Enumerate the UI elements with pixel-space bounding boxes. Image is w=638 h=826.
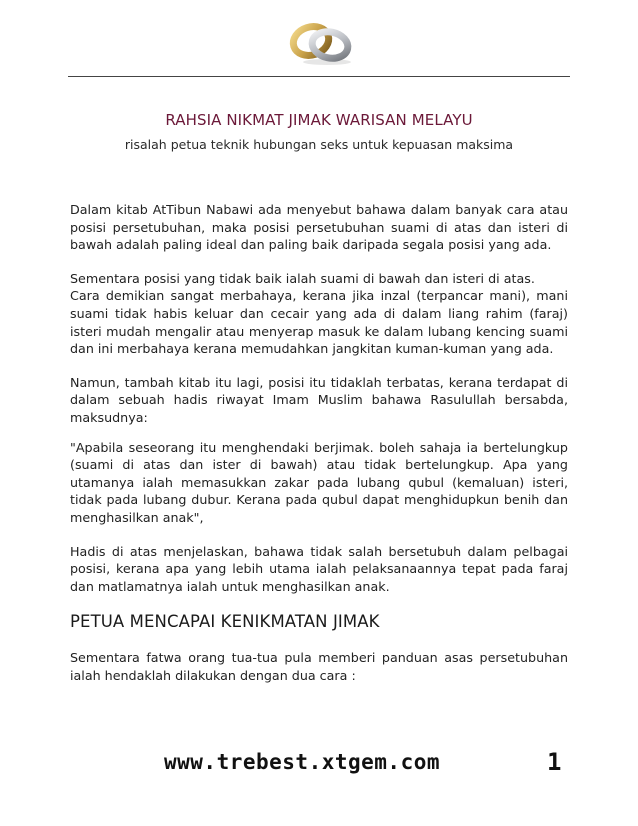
paragraph-2 (70, 270, 568, 358)
paragraph-2-rest: Cara demikian sangat merbahaya, kerana jika inzal (terpancar mani), mani suami tidak habis keluar dan cecair yang ada di dalam liang rahim (faraj) isteri mudah mengalir atau menyerap masuk ke dalam lubang kencing suami dan ini merbahaya kerana memudahkan jangkitan kuman-kuman yang ada. (70, 288, 568, 357)
paragraph-3: Namun, tambah kitab itu lagi, posisi itu tidaklah terbatas, kerana terdapat di dalam sebuah hadis riwayat Imam Muslim bahawa Rasulullah bersabda, maksudnya: (70, 374, 568, 425)
hadith-quote: "Apabila seseorang itu menghendaki berjimak. boleh sahaja ia bertelungkup (suami di atas dan ister di bawah) atau tidak bertelungkup. Apa yang utamanya ialah memasukkan zakar pada lubang qubul (kemaluan) isteri, tidak pada lubang dubur. Kerana pada qubul dapat menghidupkun benih dan menghasilkan anak", (70, 439, 568, 525)
footer-url: www.trebest.xtgem.com (164, 750, 441, 774)
paragraph-1: Dalam kitab AtTibun Nabawi ada menyebut bahawa dalam banyak cara atau posisi persetubuhan, maka posisi persetubuhan suami di atas dan isteri di bawah adalah paling ideal dan paling baik daripada segala posisi yang ada. (70, 202, 568, 253)
wedding-rings-icon (282, 14, 356, 66)
section-heading: PETUA MENCAPAI KENIKMATAN JIMAK (70, 612, 380, 632)
header-divider (68, 76, 570, 77)
paragraph-2-line-1: Sementara posisi yang tidak baik ialah suami di bawah dan isteri di atas. (70, 270, 535, 286)
document-body (70, 201, 568, 700)
document-title: RAHSIA NIKMAT JIMAK WARISAN MELAYU (165, 111, 473, 129)
paragraph-6: Sementara fatwa orang tua-tua pula memberi panduan asas persetubuhan ialah hendaklah dilakukan dengan dua cara : (70, 650, 568, 683)
page-number: 1 (547, 748, 562, 776)
paragraph-5: Hadis di atas menjelaskan, bahawa tidak salah bersetubuh dalam pelbagai posisi, kerana apa yang lebih utama ialah pelaksanaannya tepat pada faraj dan matlamatnya ialah untuk menghasilkan anak. (70, 543, 568, 594)
document-subtitle: risalah petua teknik hubungan seks untuk kepuasan maksima (124, 137, 514, 152)
